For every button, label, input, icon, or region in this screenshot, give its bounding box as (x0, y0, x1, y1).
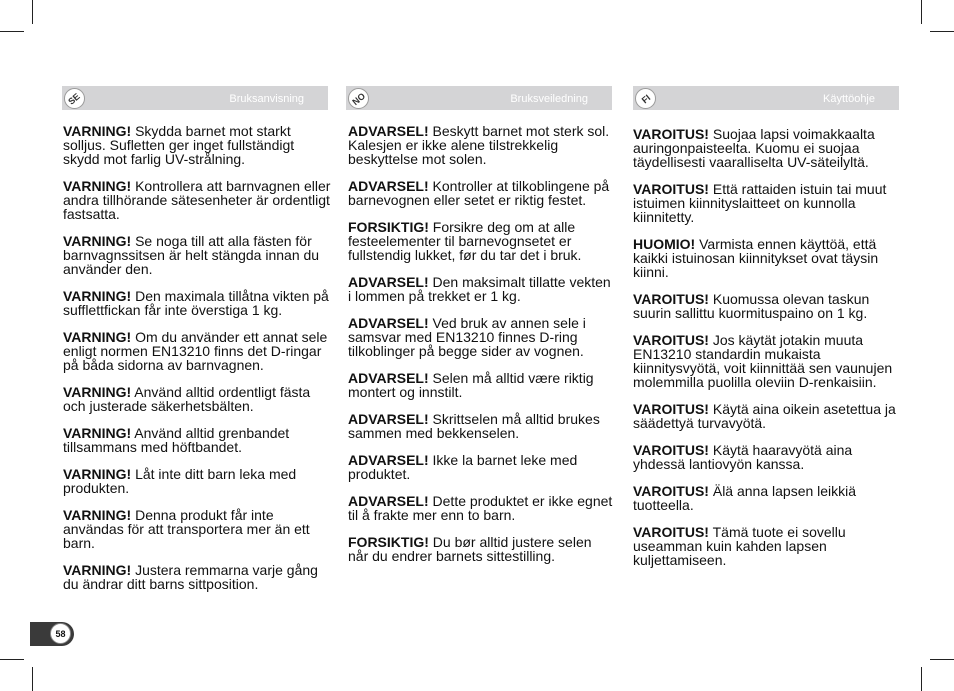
warning-item (633, 127, 898, 169)
warning-text: Se noga till att alla fästen för barnvagnssitsen är helt stängda innan du använder den. (63, 233, 320, 277)
warning-text: Suojaa lapsi voimakkaalta auringonpaisteelta. Kuomu ei suojaa täydellisesti vaaralliselta UV-säteilyltä. (633, 126, 875, 170)
warning-text: Varmista ennen käyttöä, että kaikki istuinosan kiinnitykset ovat täysin kiinni. (633, 236, 879, 280)
warning-label: ADVARSEL! (348, 452, 429, 468)
crop-mark (921, 0, 922, 24)
warning-item (633, 237, 898, 279)
warning-label: VAROITUS! (633, 181, 709, 197)
crop-mark (930, 31, 954, 32)
warning-label: FORSIKTIG! (348, 534, 429, 550)
header-title: Käyttöohje (823, 93, 875, 105)
warning-item (63, 234, 331, 276)
warning-text: Skrittselen må alltid brukes sammen med bekkenselen. (348, 411, 600, 441)
warning-label: ADVARSEL! (348, 493, 429, 509)
warning-text: Du bør alltid justere selen når du endrer barnets sittestilling. (348, 534, 592, 564)
warning-label: VARNING! (63, 288, 132, 304)
warning-label: VARNING! (63, 233, 132, 249)
column-se (63, 124, 331, 604)
warning-item (63, 385, 331, 413)
crop-mark (930, 659, 954, 660)
warning-label: VARNING! (63, 425, 132, 441)
warning-item (348, 220, 613, 262)
crop-mark (0, 31, 24, 32)
warning-text: Jos käytät jotakin muuta EN13210 standardin mukaista kiinnitysvyötä, voit kiinnittää sen vaunujen molemmilla puolilla oleviin D-renkaisiin. (633, 332, 893, 390)
language-badge-no: NO (348, 88, 369, 109)
warning-text: Beskytt barnet mot sterk sol. Kalesjen er ikke alene tilstrekkelig beskyttelse mot solen. (348, 123, 610, 167)
warning-text: Älä anna lapsen leikkiä tuotteella. (633, 483, 857, 513)
crop-mark (32, 667, 33, 691)
warning-item (348, 412, 613, 440)
warning-text: Om du använder ett annat sele enligt normen EN13210 finns det D-ringar på båda sidorna av barnvagnen. (63, 329, 328, 373)
header-title: Bruksanvisning (229, 93, 304, 105)
warning-label: ADVARSEL! (348, 315, 429, 331)
warning-text: Että rattaiden istuin tai muut istuimen kiinnityslaitteet on kunnolla kiinnitetty. (633, 181, 887, 225)
warning-item (633, 333, 898, 389)
warning-label: ADVARSEL! (348, 178, 429, 194)
page-number: 58 (50, 623, 71, 644)
column-fi (633, 127, 898, 580)
warning-item (348, 275, 613, 303)
warning-item (63, 289, 331, 317)
warning-item (63, 508, 331, 550)
warning-item (348, 371, 613, 399)
warning-item (633, 292, 898, 320)
warning-item (633, 525, 898, 567)
warning-label: VARNING! (63, 329, 132, 345)
language-badge-fi: FI (635, 88, 656, 109)
warning-label: VAROITUS! (633, 524, 709, 540)
warning-item (63, 330, 331, 372)
crop-mark (32, 0, 33, 24)
warning-item (633, 484, 898, 512)
warning-text: Kontrollera att barnvagnen eller andra tillhörande sätesenheter är ordentligt fastsatta. (63, 178, 331, 222)
warning-item (348, 316, 613, 358)
warning-item (63, 179, 331, 221)
warning-label: VARNING! (63, 507, 132, 523)
warning-item (633, 443, 898, 471)
warning-label: ADVARSEL! (348, 123, 429, 139)
warning-text: Den maximala tillåtna vikten på sufflettfickan får inte överstiga 1 kg. (63, 288, 329, 318)
warning-text: Använd alltid ordentligt fästa och justerade säkerhetsbälten. (63, 384, 311, 414)
warning-text: Käytä haaravyötä aina yhdessä lantiovyön kanssa. (633, 442, 853, 472)
warning-text: Tämä tuote ei sovellu useamman kuin kahden lapsen kuljettamiseen. (633, 524, 846, 568)
warning-label: VARNING! (63, 466, 132, 482)
warning-text: Låt inte ditt barn leka med produkten. (63, 466, 297, 496)
warning-item (63, 426, 331, 454)
warning-text: Selen må alltid være riktig montert og innstilt. (348, 370, 594, 400)
column-header-se (62, 86, 328, 110)
warning-label: VARNING! (63, 123, 132, 139)
warning-text: Dette produktet er ikke egnet til å frakte mer enn to barn. (348, 493, 613, 523)
warning-item (348, 124, 613, 166)
warning-item (63, 124, 331, 166)
column-header-fi (633, 86, 899, 110)
warning-label: HUOMIO! (633, 236, 696, 252)
warning-label: VAROITUS! (633, 332, 709, 348)
warning-label: ADVARSEL! (348, 370, 429, 386)
warning-label: VARNING! (63, 384, 132, 400)
language-badge-se: SE (64, 88, 85, 109)
warning-label: VARNING! (63, 178, 132, 194)
warning-text: Skydda barnet mot starkt solljus. Sufletten ger inget fullständigt skydd mot farlig UV-strålning. (63, 123, 295, 167)
crop-mark (921, 667, 922, 691)
warning-label: ADVARSEL! (348, 411, 429, 427)
warning-label: VAROITUS! (633, 483, 709, 499)
warning-item (348, 535, 613, 563)
warning-item (348, 179, 613, 207)
warning-label: VARNING! (63, 562, 132, 578)
warning-text: Ikke la barnet leke med produktet. (348, 452, 578, 482)
warning-label: VAROITUS! (633, 126, 709, 142)
warning-text: Käytä aina oikein asetettua ja säädettyä turvavyötä. (633, 401, 896, 431)
warning-label: FORSIKTIG! (348, 219, 429, 235)
column-no (348, 124, 613, 576)
warning-text: Justera remmarna varje gång du ändrar ditt barns sittposition. (63, 562, 318, 592)
crop-mark (0, 659, 24, 660)
warning-label: VAROITUS! (633, 291, 709, 307)
warning-text: Den maksimalt tillatte vekten i lommen på trekket er 1 kg. (348, 274, 611, 304)
warning-item (63, 467, 331, 495)
warning-text: Forsikre deg om at alle festeelementer til barnevognsetet er fullstendig lukket, før du tar det i bruk. (348, 219, 582, 263)
column-header-no (346, 86, 612, 110)
warning-item (633, 182, 898, 224)
warning-text: Ved bruk av annen sele i samsvar med EN13210 finnes D-ring tilkoblinger på begge sider av vognen. (348, 315, 586, 359)
warning-label: VAROITUS! (633, 442, 709, 458)
warning-text: Denna produkt får inte användas för att transportera mer än ett barn. (63, 507, 310, 551)
warning-text: Kuomussa olevan taskun suurin sallittu kuormituspaino on 1 kg. (633, 291, 870, 321)
warning-item (348, 494, 613, 522)
warning-text: Kontroller at tilkoblingene på barnevognen eller setet er riktig festet. (348, 178, 610, 208)
header-title: Bruksveiledning (510, 93, 588, 105)
warning-text: Använd alltid grenbandet tillsammans med höftbandet. (63, 425, 290, 455)
warning-item (348, 453, 613, 481)
warning-item (63, 563, 331, 591)
warning-label: ADVARSEL! (348, 274, 429, 290)
warning-label: VAROITUS! (633, 401, 709, 417)
warning-item (633, 402, 898, 430)
